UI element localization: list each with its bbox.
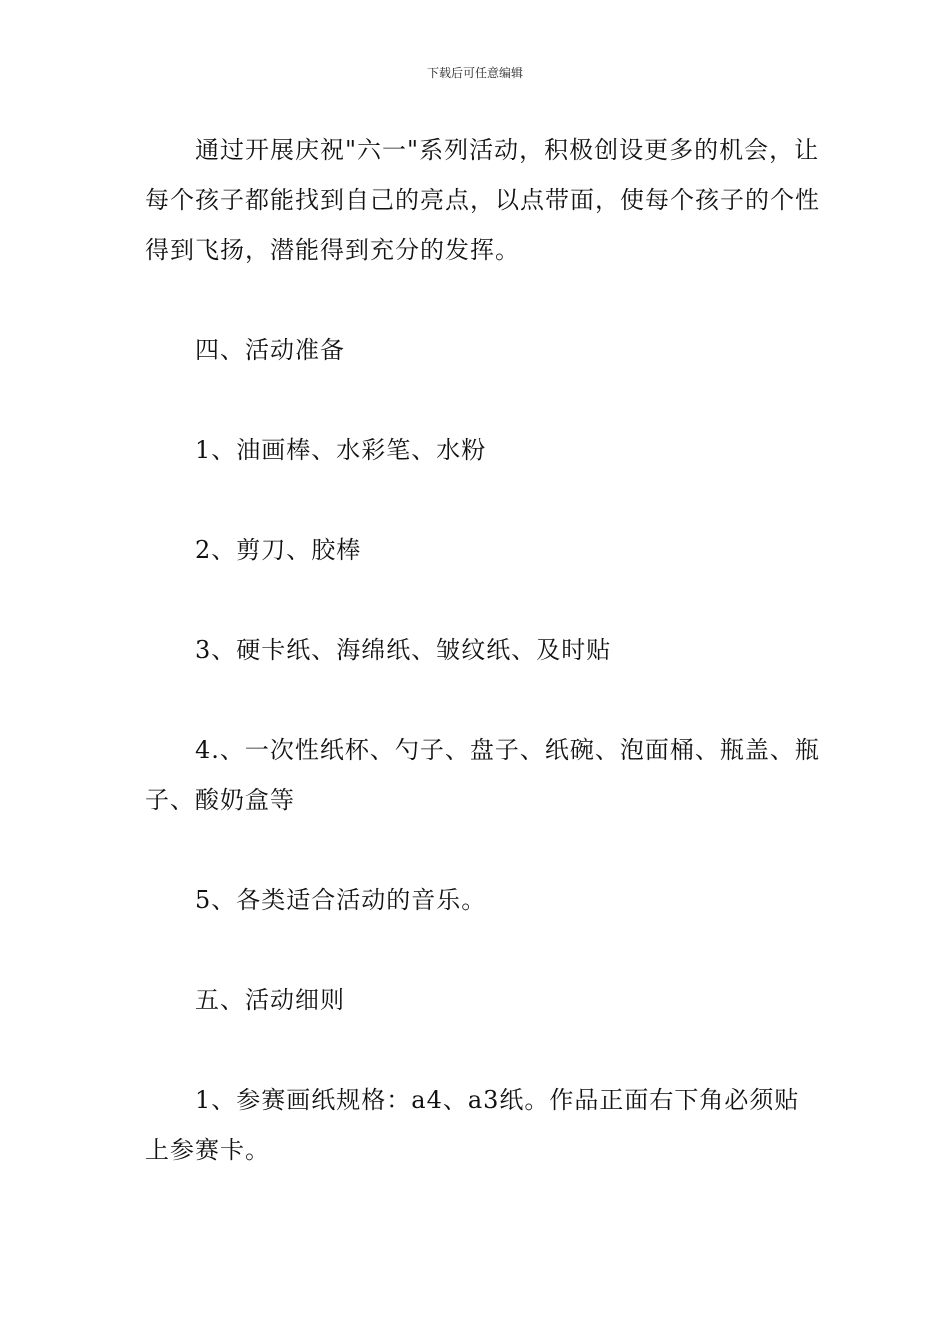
section-heading-preparation: 四、活动准备 [195, 336, 345, 364]
intro-paragraph: 通过开展庆祝"六一"系列活动，积极创设更多的机会，让每个孩子都能找到自己的亮点，以点带面，使每个孩子的个性得到飞扬，潜能得到充分的发挥。 [145, 136, 820, 264]
list-item: 2、剪刀、胶棒 [195, 536, 362, 564]
list-item: 1、油画棒、水彩笔、水粉 [195, 436, 487, 464]
list-item: 3、硬卡纸、海绵纸、皱纹纸、及时贴 [195, 636, 612, 664]
section-heading-rules: 五、活动细则 [195, 986, 345, 1014]
list-item: 4.、一次性纸杯、勺子、盘子、纸碗、泡面桶、瓶盖、瓶子、酸奶盒等 [145, 736, 820, 814]
page-header: 下载后可任意编辑 [426, 66, 523, 80]
list-item: 5、各类适合活动的音乐。 [195, 886, 487, 914]
list-item: 1、参赛画纸规格：a4、a3纸。作品正面右下角必须贴上参赛卡。 [145, 1086, 800, 1164]
